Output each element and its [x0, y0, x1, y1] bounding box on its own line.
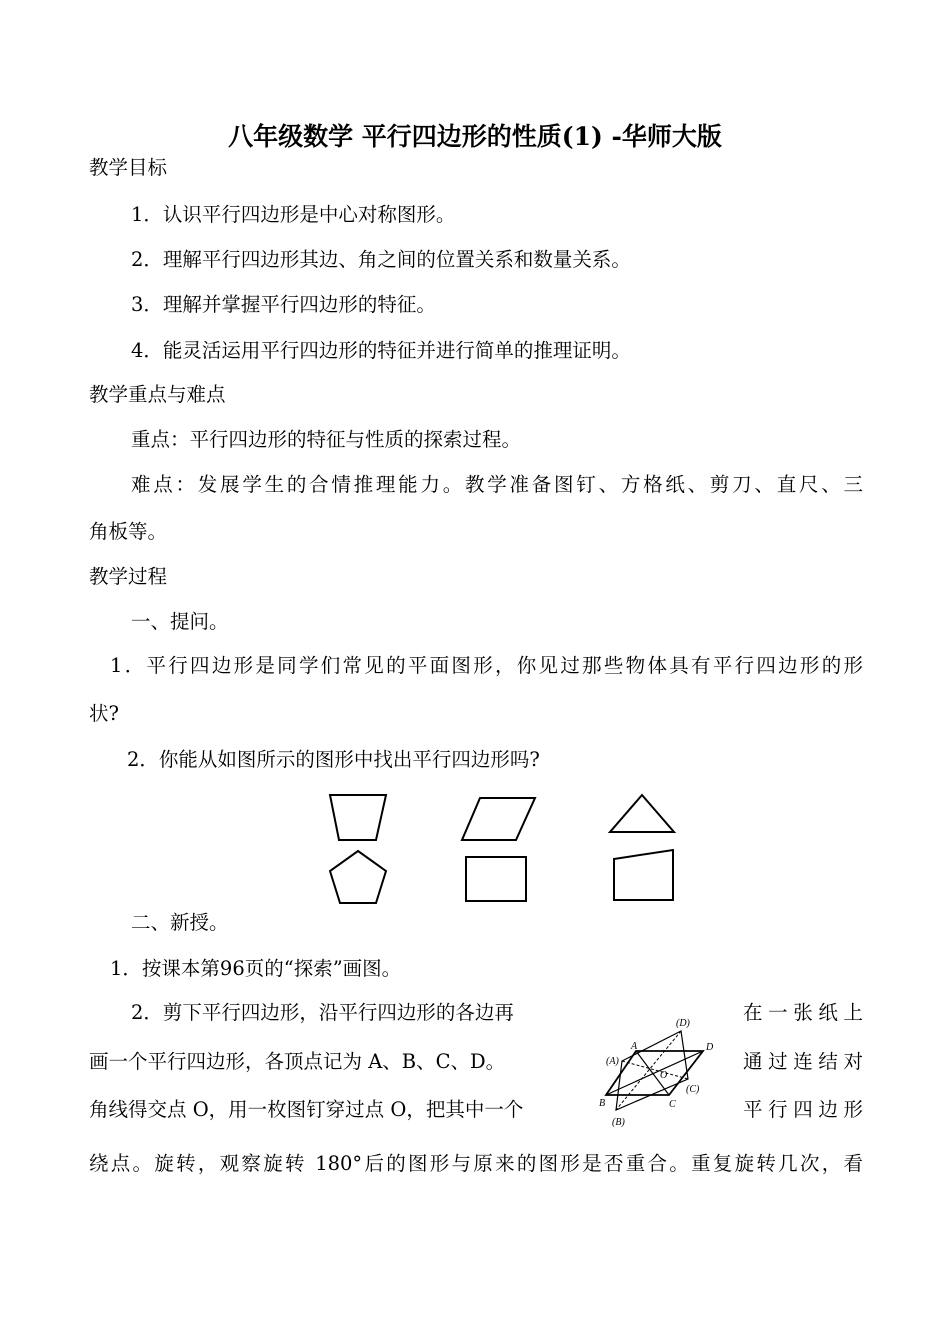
- goal-item-3: 3．理解并掌握平行四边形的特征。: [131, 293, 436, 316]
- focus-text: 重点：平行四边形的特征与性质的探索过程。: [131, 428, 522, 451]
- shapes-figure: [320, 788, 690, 906]
- label-c-paren: (C): [686, 1084, 700, 1095]
- question2: 2．你能从如图所示的图形中找出平行四边形吗?: [127, 748, 540, 771]
- question1-line1: 1．平行四边形是同学们常见的平面图形，你见过那些物体具有平行四边形的形: [110, 654, 863, 677]
- goal-item-1: 1．认识平行四边形是中心对称图形。: [131, 203, 456, 226]
- parallelogram-shape: [462, 798, 535, 840]
- rotated-parallelogram: [616, 1031, 688, 1110]
- label-d-paren: (D): [676, 1018, 690, 1029]
- page-title: 八年级数学 平行四边形的性质(1) -华师大版: [228, 122, 722, 151]
- step2-line4: 绕点。旋转，观察旋转 180°后的图形与原来的图形是否重合。重复旋转几次，看: [89, 1152, 863, 1175]
- part1-heading: 一、提问。: [131, 610, 229, 633]
- pentagon-shape: [330, 851, 386, 903]
- step2-line3-left: 角线得交点 O，用一枚图钉穿过点 O，把其中一个: [89, 1098, 524, 1121]
- goals-heading: 教学目标: [89, 156, 168, 179]
- label-b: B: [599, 1098, 606, 1109]
- step2-line2-right: 通过连结对: [743, 1050, 863, 1073]
- quadrilateral-shape: [614, 850, 673, 900]
- difficulty-text-line2: 角板等。: [89, 520, 168, 543]
- part2-heading: 二、新授。: [131, 911, 229, 934]
- focus-heading: 教学重点与难点: [89, 383, 226, 406]
- triangle-shape: [610, 795, 674, 832]
- step2-line3-right: 平行四边形: [743, 1098, 863, 1121]
- process-heading: 教学过程: [89, 565, 168, 588]
- step1-text: 1．按课本第96页的“探索”画图。: [110, 957, 402, 980]
- goal-item-4: 4．能灵活运用平行四边形的特征并进行简单的推理证明。: [131, 339, 631, 362]
- rectangle-shape: [466, 857, 526, 901]
- rotation-parallelogram-figure: [596, 1012, 726, 1130]
- label-a: A: [631, 1041, 638, 1052]
- label-d: D: [706, 1042, 714, 1053]
- difficulty-text-line1: 难点：发展学生的合情推理能力。教学准备图钉、方格纸、剪刀、直尺、三: [131, 473, 863, 496]
- step2-line2-left: 画一个平行四边形，各顶点记为 A、B、C、D。: [89, 1050, 506, 1073]
- label-o: O: [660, 1070, 668, 1081]
- step2-line1-right: 在一张纸上: [743, 1001, 863, 1024]
- question1-line2: 状?: [89, 702, 119, 725]
- label-b-paren: (B): [612, 1117, 625, 1128]
- trapezoid-shape: [330, 795, 386, 840]
- step2-line1-left: 2．剪下平行四边形，沿平行四边形的各边再: [131, 1001, 514, 1024]
- label-a-paren: (A): [606, 1056, 619, 1067]
- goal-item-2: 2．理解平行四边形其边、角之间的位置关系和数量关系。: [131, 248, 631, 271]
- label-c: C: [669, 1099, 676, 1110]
